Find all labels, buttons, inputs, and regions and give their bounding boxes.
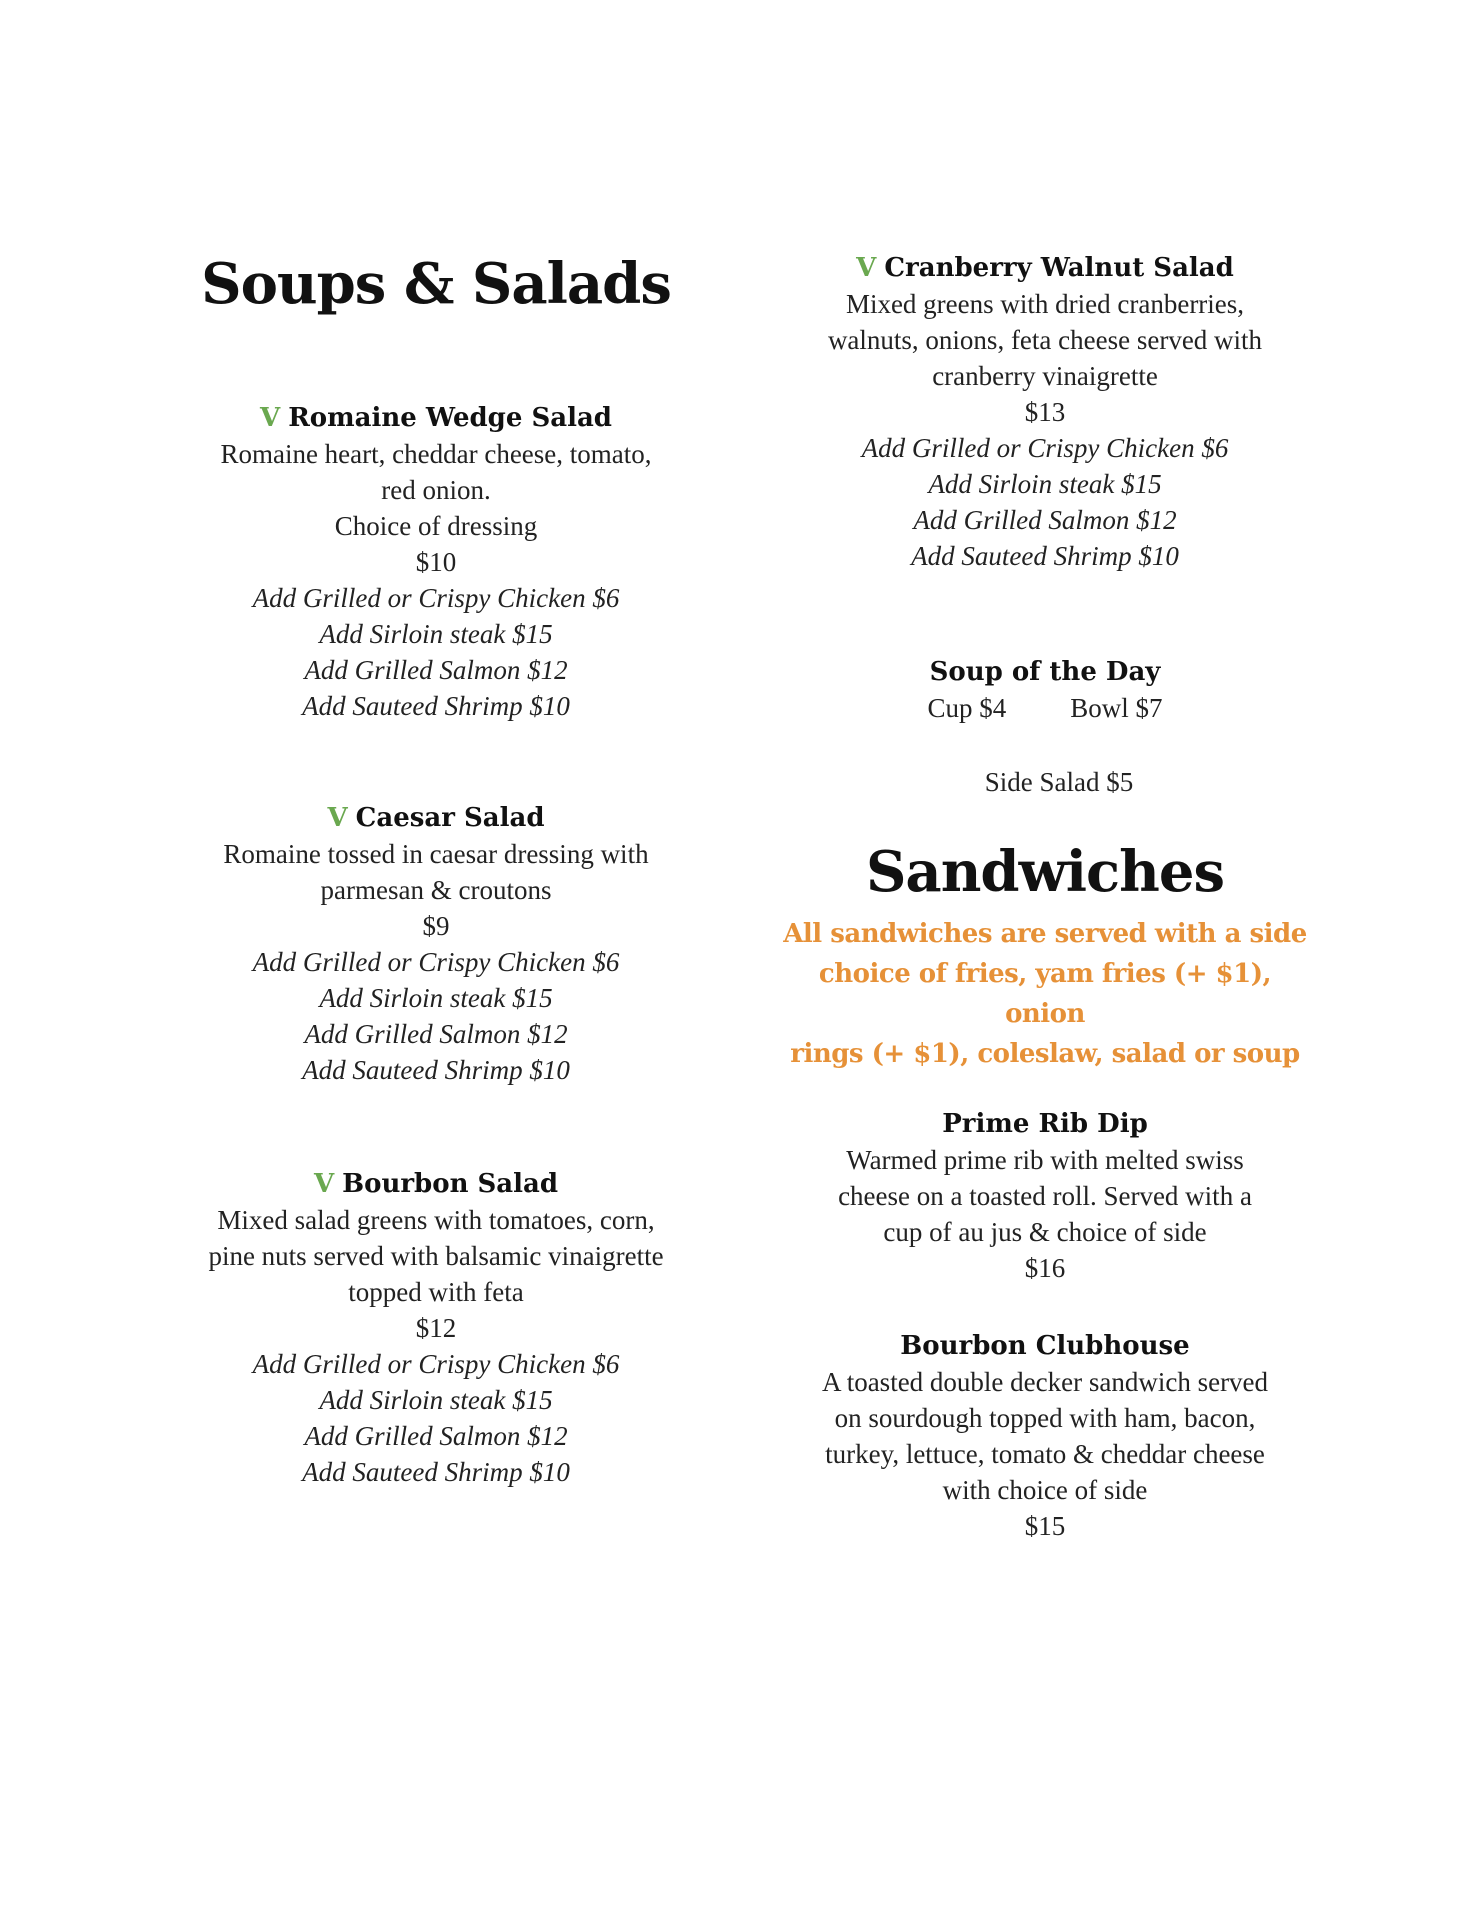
item-name: Prime Rib Dip <box>942 1109 1148 1139</box>
note-line: rings (+ $1), coleslaw, salad or soup <box>790 1039 1300 1069</box>
menu-item-caesar <box>166 800 706 1088</box>
item-price: $9 <box>422 911 450 941</box>
soups-salads-heading-block <box>166 252 706 316</box>
item-title <box>166 800 706 836</box>
soup-bowl-price: Bowl $7 <box>1070 693 1163 723</box>
soups-salads-title: Soups & Salads <box>201 251 671 317</box>
item-price: $16 <box>1024 1253 1066 1283</box>
item-description-line: with choice of side <box>942 1475 1148 1505</box>
item-description-line: Romaine tossed in caesar dressing with <box>223 839 649 869</box>
item-name: Soup of the Day <box>929 657 1161 687</box>
menu-item-side-salad <box>780 764 1310 800</box>
item-description-line: Mixed greens with dried cranberries, <box>845 289 1245 319</box>
item-title <box>780 250 1310 286</box>
item-description-line: cup of au jus & choice of side <box>883 1217 1207 1247</box>
addon-line: Add Grilled or Crispy Chicken $6 <box>252 583 620 613</box>
item-description-line: pine nuts served with balsamic vinaigrette <box>208 1241 664 1271</box>
item-description-line: cranberry vinaigrette <box>932 361 1158 391</box>
item-description-line: topped with feta <box>348 1277 524 1307</box>
side-salad-line: Side Salad $5 <box>984 767 1134 797</box>
item-name: Bourbon Clubhouse <box>900 1331 1190 1361</box>
menu-item-bourbon-salad <box>166 1166 706 1490</box>
item-description-line: Choice of dressing <box>334 511 538 541</box>
addon-line: Add Sirloin steak $15 <box>319 619 553 649</box>
note-line: All sandwiches are served with a side <box>783 919 1307 949</box>
item-description-line: Warmed prime rib with melted swiss <box>846 1145 1244 1175</box>
addon-line: Add Grilled or Crispy Chicken $6 <box>252 947 620 977</box>
sandwiches-side-note <box>780 914 1310 1074</box>
addon-line: Add Grilled or Crispy Chicken $6 <box>252 1349 620 1379</box>
addon-line: Add Grilled or Crispy Chicken $6 <box>861 433 1229 463</box>
menu-item-romaine-wedge <box>166 400 706 724</box>
item-description-line: turkey, lettuce, tomato & cheddar cheese <box>825 1439 1265 1469</box>
menu-item-prime-rib-dip <box>780 1106 1310 1286</box>
item-description-line: red onion. <box>381 475 491 505</box>
item-title <box>166 1166 706 1202</box>
addon-line: Add Sauteed Shrimp $10 <box>302 1055 570 1085</box>
addon-line: Add Grilled Salmon $12 <box>304 655 568 685</box>
item-name: Caesar Salad <box>355 803 545 833</box>
item-description-line: walnuts, onions, feta cheese served with <box>827 325 1263 355</box>
menu-item-cranberry-walnut <box>780 250 1310 574</box>
menu-item-bourbon-clubhouse <box>780 1328 1310 1544</box>
vegetarian-marker: V <box>856 253 877 283</box>
addon-line: Add Sirloin steak $15 <box>319 1385 553 1415</box>
vegetarian-marker: V <box>260 403 281 433</box>
vegetarian-marker: V <box>313 1169 335 1199</box>
addon-line: Add Grilled Salmon $12 <box>304 1421 568 1451</box>
item-description-line: cheese on a toasted roll. Served with a <box>838 1181 1252 1211</box>
addon-line: Add Sauteed Shrimp $10 <box>911 541 1179 571</box>
item-price: $13 <box>1024 397 1066 427</box>
addon-line: Add Sauteed Shrimp $10 <box>302 1457 570 1487</box>
soup-cup-price: Cup $4 <box>927 693 1007 723</box>
addon-line: Add Grilled Salmon $12 <box>304 1019 568 1049</box>
item-title <box>166 400 706 436</box>
addon-line: Add Sirloin steak $15 <box>319 983 553 1013</box>
item-price: $12 <box>415 1313 457 1343</box>
item-name: Cranberry Walnut Salad <box>884 253 1234 283</box>
item-description-line: Mixed salad greens with tomatoes, corn, <box>217 1205 655 1235</box>
menu-item-soup-of-day <box>780 654 1310 726</box>
note-line: choice of fries, yam fries (+ $1), onion <box>818 959 1272 1029</box>
item-price: $15 <box>1024 1511 1066 1541</box>
soup-prices <box>780 690 1310 726</box>
item-name: Bourbon Salad <box>342 1169 559 1199</box>
item-description-line: Romaine heart, cheddar cheese, tomato, <box>220 439 652 469</box>
addon-line: Add Grilled Salmon $12 <box>913 505 1177 535</box>
sandwiches-title: Sandwiches <box>865 839 1225 905</box>
item-description-line: parmesan & croutons <box>320 875 552 905</box>
item-name: Romaine Wedge Salad <box>288 403 612 433</box>
addon-line: Add Sauteed Shrimp $10 <box>302 691 570 721</box>
sandwiches-heading-block <box>780 840 1310 904</box>
item-description-line: on sourdough topped with ham, bacon, <box>834 1403 1256 1433</box>
item-price: $10 <box>415 547 457 577</box>
vegetarian-marker: V <box>327 803 348 833</box>
addon-line: Add Sirloin steak $15 <box>928 469 1162 499</box>
item-description-line: A toasted double decker sandwich served <box>821 1367 1269 1397</box>
